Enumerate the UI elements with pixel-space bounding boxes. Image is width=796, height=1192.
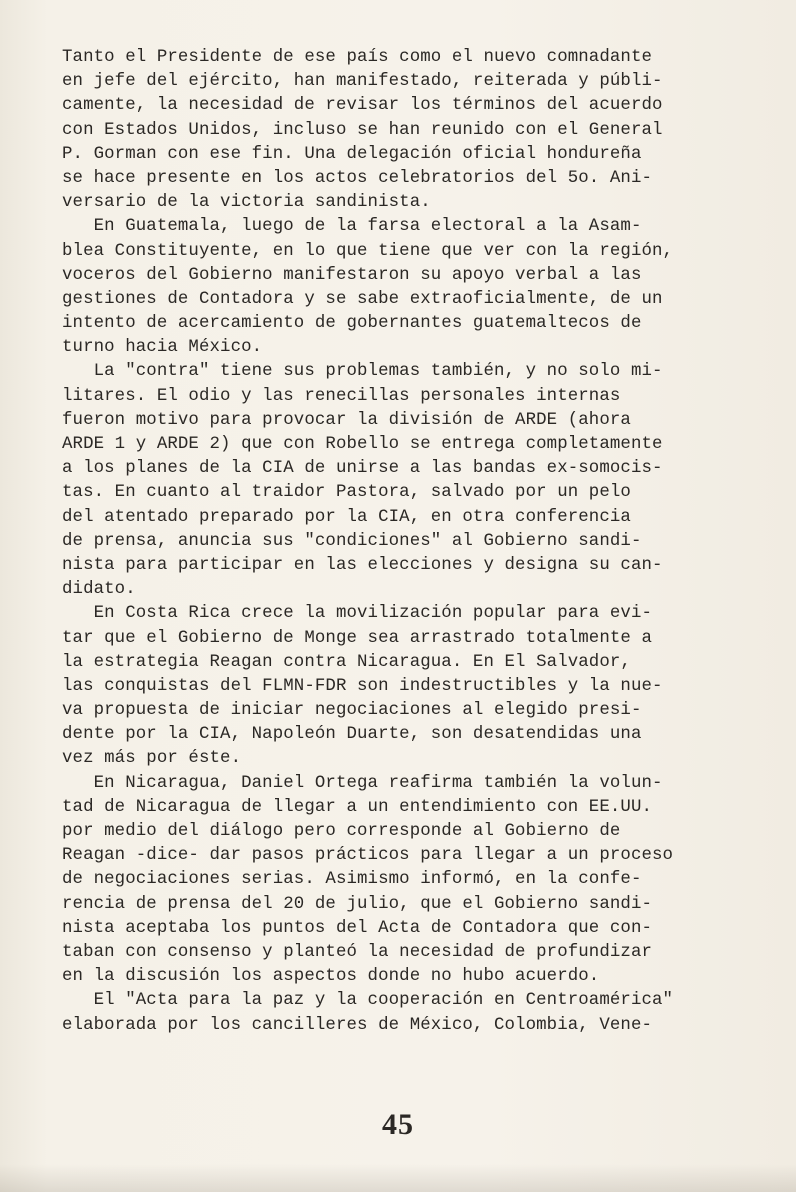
page-number: 45 <box>382 1108 414 1141</box>
text-line: gestiones de Contadora y se sabe extraoficialmente, de un <box>62 289 663 309</box>
text-line: vez más por éste. <box>62 749 242 769</box>
text-line: tad de Nicaragua de llegar a un entendimiento con EE.UU. <box>62 797 653 817</box>
text-line: en jefe del ejército, han manifestado, reiterada y públi- <box>62 72 663 92</box>
text-line: P. Gorman con ese fin. Una delegación oficial hondureña <box>62 144 642 164</box>
text-line: tas. En cuanto al traidor Pastora, salvado por un pelo <box>62 483 631 503</box>
text-line: se hace presente en los actos celebratorios del 5o. Ani- <box>62 168 653 188</box>
text-line: La "contra" tiene sus problemas también, y no solo mi- <box>62 362 663 382</box>
text-line: ARDE 1 y ARDE 2) que con Robello se entrega completamente <box>62 435 663 454</box>
text-line: tar que el Gobierno de Monge sea arrastrado totalmente a <box>62 628 653 648</box>
text-line: didato. <box>62 580 136 600</box>
body-text <box>62 46 762 1038</box>
text-line: blea Constituyente, en lo que tiene que ver con la región, <box>62 241 674 261</box>
text-line: a los planes de la CIA de unirse a las bandas ex-somocis- <box>62 459 663 479</box>
text-line: En Nicaragua, Daniel Ortega reafirma también la volun- <box>62 773 663 793</box>
text-line: la estrategia Reagan contra Nicaragua. En El Salvador, <box>62 652 631 672</box>
text-line: intento de acercamiento de gobernantes guatemaltecos de <box>62 314 642 334</box>
text-line: Tanto el Presidente de ese país como el nuevo comnadante <box>62 48 653 67</box>
text-line: las conquistas del FLMN-FDR son indestructibles y la nue- <box>62 676 663 696</box>
text-line: nista para participar en las elecciones y designa su can- <box>62 555 663 575</box>
text-line: versario de la victoria sandinista. <box>62 193 431 213</box>
text-line: del atentado preparado por la CIA, en otra conferencia <box>62 507 631 527</box>
text-line: por medio del diálogo pero corresponde al Gobierno de <box>62 822 621 841</box>
text-line: En Costa Rica crece la movilización popular para evi- <box>62 604 653 624</box>
text-line: voceros del Gobierno manifestaron su apoyo verbal a las <box>62 265 642 285</box>
text-line: turno hacia México. <box>62 338 263 358</box>
text-line: en la discusión los aspectos donde no hubo acuerdo. <box>62 967 600 987</box>
text-line: litares. El odio y las renecillas personales internas <box>62 386 621 406</box>
text-line: fueron motivo para provocar la división de ARDE (ahora <box>62 410 631 430</box>
text-line: Reagan -dice- dar pasos prácticos para llegar a un proceso <box>62 846 674 866</box>
text-line: con Estados Unidos, incluso se han reunido con el General <box>62 120 663 140</box>
text-line: nista aceptaba los puntos del Acta de Contadora que con- <box>62 918 653 938</box>
text-line: camente, la necesidad de revisar los términos del acuerdo <box>62 96 663 116</box>
text-line: elaborada por los cancilleres de México, Colombia, Vene- <box>62 1015 653 1035</box>
text-line: de prensa, anuncia sus "condiciones" al Gobierno sandi- <box>62 531 642 551</box>
text-line: de negociaciones serias. Asimismo informó, en la confe- <box>62 870 642 890</box>
text-line: rencia de prensa del 20 de julio, que el Gobierno sandi- <box>62 894 653 914</box>
text-line: va propuesta de iniciar negociaciones al elegido presi- <box>62 701 642 721</box>
text-line: dente por la CIA, Napoleón Duarte, son desatendidas una <box>62 725 642 745</box>
text-line: taban con consenso y planteó la necesidad de profundizar <box>62 942 653 962</box>
text-line: En Guatemala, luego de la farsa electoral a la Asam- <box>62 217 642 237</box>
text-line: El "Acta para la paz y la cooperación en Centroamérica" <box>62 991 674 1011</box>
